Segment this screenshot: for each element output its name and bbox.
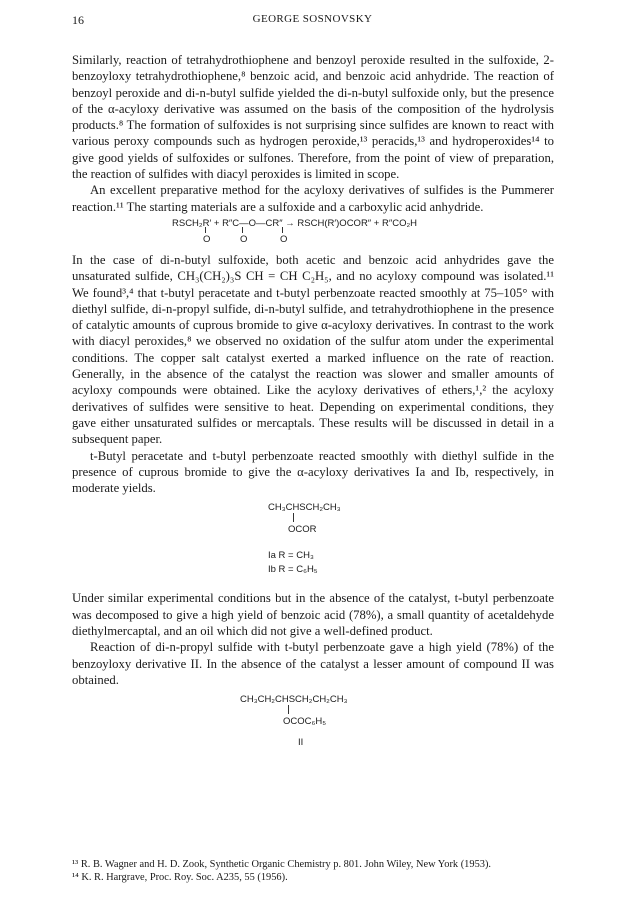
- structure-ia-ib-line2: OCOR: [288, 524, 317, 536]
- running-title: GEORGE SOSNOVSKY: [252, 13, 373, 25]
- bond-line: [288, 705, 290, 714]
- reaction-equation-text: RSCH₂R′ + R″C—O—CR″ → RSCH(R′)OCOR″ + R″CO₂H: [172, 217, 418, 229]
- paragraph-1: Similarly, reaction of tetrahydrothiophene and benzoyl peroxide resulted in the sulfoxide, 2-benzoyloxy tetrahydrothiophene,⁸ benzoic acid, and benzoic acid anhydride. The reaction of benzoyl peroxide and di-n-butyl sulfide yielded the di-n-butyl sulfoxide only, but the presence of the α-acyloxy derivative was assumed on the basis of the composition of the hydrolysis products.⁸ The formation of sulfoxides is not surprising since sulfides are known to react with various peroxy compounds such as hydrogen peroxide,¹³ peracids,¹³ and hydroperoxides¹⁴ to give good yields of sulfoxides or sulfones. Therefore, from the point of view of preparation, the reaction of sulfides with diacyl peroxides is limited in scope.: [72, 53, 554, 182]
- paragraph-4: t-Butyl peracetate and t-butyl perbenzoate reacted smoothly with diethyl sulfide in the presence of cuprous bromide to give the α-acyloxy derivatives Ia and Ib, respectively, in moderate yields.: [72, 448, 554, 496]
- paragraph-6: Reaction of di-n-propyl sulfide with t-butyl perbenzoate gave a high yield (78%) of the benzoyloxy derivative II. In the absence of the catalyst a lesser amount of compound II was obtained.: [72, 640, 554, 687]
- footnote-13: ¹³ R. B. Wagner and H. D. Zook, Synthetic Organic Chemistry p. 801. John Wiley, New York (1953).: [72, 859, 492, 870]
- structure-ia-ib: [72, 500, 554, 586]
- carbonyl-oxygen: O: [203, 233, 211, 245]
- bond-line: [293, 513, 295, 522]
- paragraph-2: An excellent preparative method for the acyloxy derivatives of sulfides is the Pummerer reaction.¹¹ The starting materials are a sulfoxide and a carboxylic acid anhydride.: [72, 183, 554, 214]
- page-header: [72, 13, 553, 29]
- page-number: 16: [72, 13, 84, 27]
- structure-ii-label: II: [298, 737, 304, 749]
- body-text: [72, 52, 554, 754]
- carbonyl-oxygen: O: [240, 233, 248, 245]
- structure-ia-label: Ia R = CH₃: [268, 550, 314, 562]
- structure-ia-ib-line1: CH₃CHSCH₂CH₃: [268, 502, 341, 514]
- pummerer-reaction-equation: [72, 216, 554, 252]
- structure-ii-line2: OCOC₆H₅: [283, 716, 327, 728]
- carbonyl-oxygen: O: [280, 233, 288, 245]
- structure-ii-line1: CH₃CH₂CHSCH₂CH₂CH₃: [240, 694, 348, 706]
- paragraph-3: In the case of di-n-butyl sulfoxide, both acetic and benzoic acid anhydrides gave the unsaturated sulfide, CH₃(CH₂)₃S CH = CH C₂H₅, and no acyloxy compound was isolated.¹¹ We found³,⁴ that t-butyl peracetate and t-butyl perbenzoate reacted smoothly at 75–105° with diethyl sulfide, di-n-propyl sulfide, di-n-butyl sulfide, and tetrahydrothiophene in the presence of catalytic amounts of cuprous bromide to give α-acyloxy derivatives. In contrast to the work with diacyl peroxides,⁸ we observed no oxidation of the sulfur atom under the experimental conditions. The copper salt catalyst exerted a marked influence on the rate of reaction. Generally, in the absence of the catalyst the reaction was slower and smaller amounts of acyloxy compounds were obtained. Like the acyloxy derivatives of ethers,¹,² the acyloxy derivatives of sulfides were sensitive to heat. Depending on experimental conditions, they gave either unsaturated sulfides or mercaptals. These results will be discussed in detail in a subsequent paper.: [72, 252, 554, 447]
- structure-ib-label: Ib R = C₆H₅: [268, 564, 318, 576]
- structure-ii: [72, 692, 554, 754]
- paragraph-5: Under similar experimental conditions but in the absence of the catalyst, t-butyl perbenzoate was decomposed to give a high yield of benzoic acid (78%), a small quantity of acetaldehyde diethylmercaptal, and an oil which did not give a well-defined product.: [72, 591, 554, 639]
- footnote-14: ¹⁴ K. R. Hargrave, Proc. Roy. Soc. A235, 55 (1956).: [72, 872, 288, 883]
